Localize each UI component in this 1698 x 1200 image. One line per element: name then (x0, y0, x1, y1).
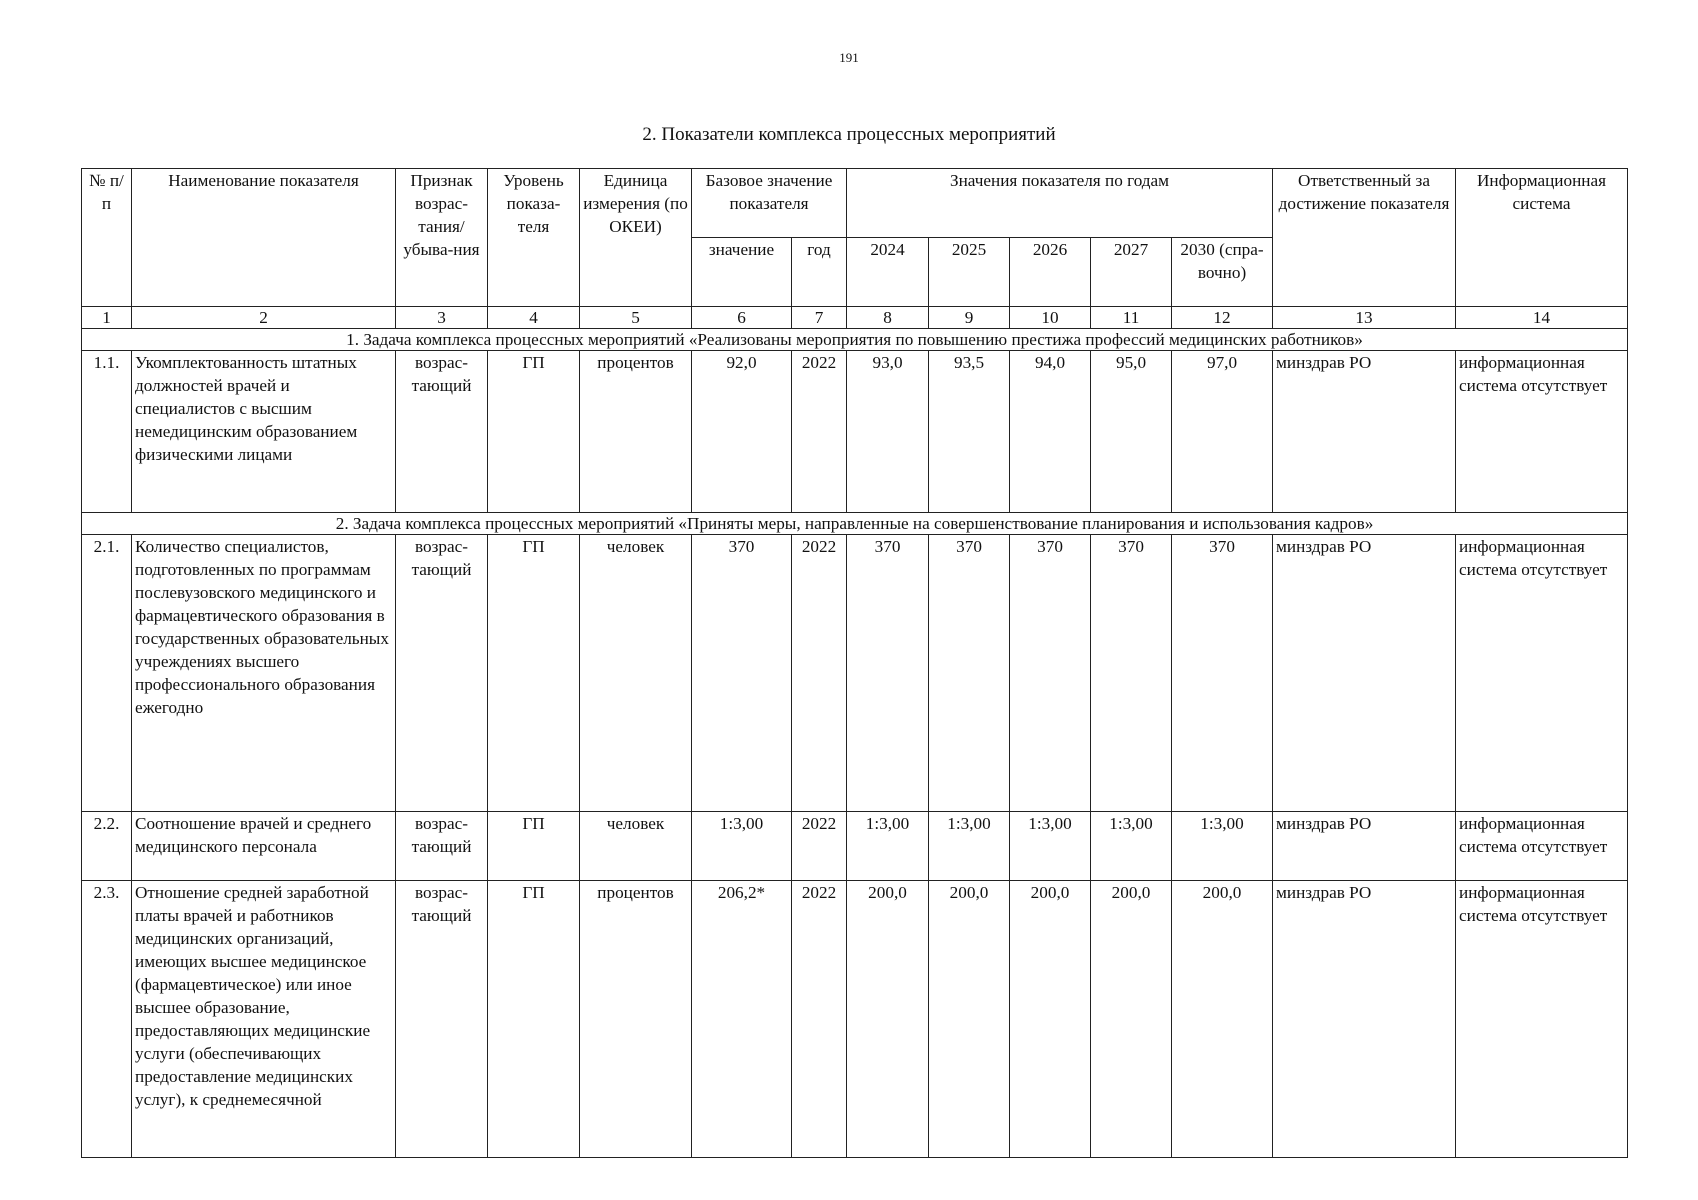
column-number: 3 (396, 307, 488, 329)
task-heading: 1. Задача комплекса процессных мероприятий «Реализованы мероприятия по повышению престижа профессий медицинских работников» (82, 329, 1628, 351)
column-number: 1 (82, 307, 132, 329)
document-title: 2. Показатели комплекса процессных мероприятий (642, 124, 1056, 145)
table-row (82, 812, 1628, 881)
column-number: 7 (792, 307, 847, 329)
value-2025: 370 (929, 535, 1010, 812)
responsible: минздрав РО (1273, 812, 1456, 881)
header-year-2026: 2026 (1010, 238, 1091, 307)
responsible: минздрав РО (1273, 881, 1456, 1158)
header-year-2024: 2024 (847, 238, 929, 307)
level: ГП (488, 881, 580, 1158)
value-2026: 94,0 (1010, 351, 1091, 513)
value-2030: 97,0 (1172, 351, 1273, 513)
header-year-2027: 2027 (1091, 238, 1172, 307)
header-sign: Признак возрас-тания/ убыва-ния (396, 169, 488, 307)
column-number: 4 (488, 307, 580, 329)
header-num: № п/п (82, 169, 132, 307)
column-number: 2 (132, 307, 396, 329)
row-num: 1.1. (82, 351, 132, 513)
level: ГП (488, 351, 580, 513)
base-value: 206,2* (692, 881, 792, 1158)
column-number: 6 (692, 307, 792, 329)
header-level: Уровень показа-теля (488, 169, 580, 307)
unit: человек (580, 812, 692, 881)
value-2030: 1:3,00 (1172, 812, 1273, 881)
indicator-name: Соотношение врачей и среднего медицинского персонала (132, 812, 396, 881)
header-values: Значения показателя по годам (847, 169, 1273, 238)
row-num: 2.3. (82, 881, 132, 1158)
value-2027: 95,0 (1091, 351, 1172, 513)
value-2024: 370 (847, 535, 929, 812)
value-2030: 370 (1172, 535, 1273, 812)
sign: возрас-тающий (396, 535, 488, 812)
column-number: 11 (1091, 307, 1172, 329)
level: ГП (488, 812, 580, 881)
task-heading: 2. Задача комплекса процессных мероприятий «Приняты меры, направленные на совершенствование планирования и использования кадров» (82, 513, 1628, 535)
value-2026: 1:3,00 (1010, 812, 1091, 881)
header-base-year: год (792, 238, 847, 307)
header-info-system: Информационная система (1456, 169, 1628, 307)
indicator-name: Количество специалистов, подготовленных по программам послевузовского медицинского и фармацевтического образования в государственных образовательных учреждениях высшего профессионального образования ежегодно (132, 535, 396, 812)
indicator-name: Отношение средней заработной платы врачей и работников медицинских организаций, имеющих высшее медицинское (фармацевтическое) или иное высшее образование, предоставляющих медицинские услуги (обеспечивающих предоставление медицинских услуг), к среднемесячной (132, 881, 396, 1158)
base-value: 1:3,00 (692, 812, 792, 881)
unit: человек (580, 535, 692, 812)
column-number-row (82, 307, 1628, 329)
base-year: 2022 (792, 881, 847, 1158)
row-num: 2.2. (82, 812, 132, 881)
indicator-name: Укомплектованность штатных должностей врачей и специалистов с высшим немедицинским образованием физическими лицами (132, 351, 396, 513)
table-row (82, 881, 1628, 1158)
page-number: 191 (839, 50, 859, 65)
value-2026: 200,0 (1010, 881, 1091, 1158)
responsible: минздрав РО (1273, 535, 1456, 812)
value-2025: 200,0 (929, 881, 1010, 1158)
column-number: 10 (1010, 307, 1091, 329)
base-year: 2022 (792, 535, 847, 812)
column-number: 13 (1273, 307, 1456, 329)
unit: процентов (580, 881, 692, 1158)
header-base-value: значение (692, 238, 792, 307)
base-year: 2022 (792, 812, 847, 881)
column-number: 14 (1456, 307, 1628, 329)
table-row (82, 535, 1628, 812)
value-2027: 200,0 (1091, 881, 1172, 1158)
value-2027: 370 (1091, 535, 1172, 812)
column-number: 12 (1172, 307, 1273, 329)
unit: процентов (580, 351, 692, 513)
info-system: информационная система отсутствует (1456, 351, 1628, 513)
value-2025: 93,5 (929, 351, 1010, 513)
level: ГП (488, 535, 580, 812)
value-2030: 200,0 (1172, 881, 1273, 1158)
table-row (82, 351, 1628, 513)
base-value: 92,0 (692, 351, 792, 513)
header-year-2030: 2030 (спра-вочно) (1172, 238, 1273, 307)
value-2026: 370 (1010, 535, 1091, 812)
header-name: Наименование показателя (132, 169, 396, 307)
base-value: 370 (692, 535, 792, 812)
value-2024: 200,0 (847, 881, 929, 1158)
value-2024: 93,0 (847, 351, 929, 513)
header-base: Базовое значение показателя (692, 169, 847, 238)
info-system: информационная система отсутствует (1456, 535, 1628, 812)
base-year: 2022 (792, 351, 847, 513)
value-2025: 1:3,00 (929, 812, 1010, 881)
responsible: минздрав РО (1273, 351, 1456, 513)
info-system: информационная система отсутствует (1456, 881, 1628, 1158)
header-unit: Единица измерения (по ОКЕИ) (580, 169, 692, 307)
value-2027: 1:3,00 (1091, 812, 1172, 881)
row-num: 2.1. (82, 535, 132, 812)
column-number: 5 (580, 307, 692, 329)
info-system: информационная система отсутствует (1456, 812, 1628, 881)
header-year-2025: 2025 (929, 238, 1010, 307)
value-2024: 1:3,00 (847, 812, 929, 881)
sign: возрас-тающий (396, 351, 488, 513)
column-number: 9 (929, 307, 1010, 329)
sign: возрас-тающий (396, 881, 488, 1158)
sign: возрас-тающий (396, 812, 488, 881)
header-responsible: Ответственный за достижение показателя (1273, 169, 1456, 307)
column-number: 8 (847, 307, 929, 329)
indicators-table (81, 168, 1628, 1158)
